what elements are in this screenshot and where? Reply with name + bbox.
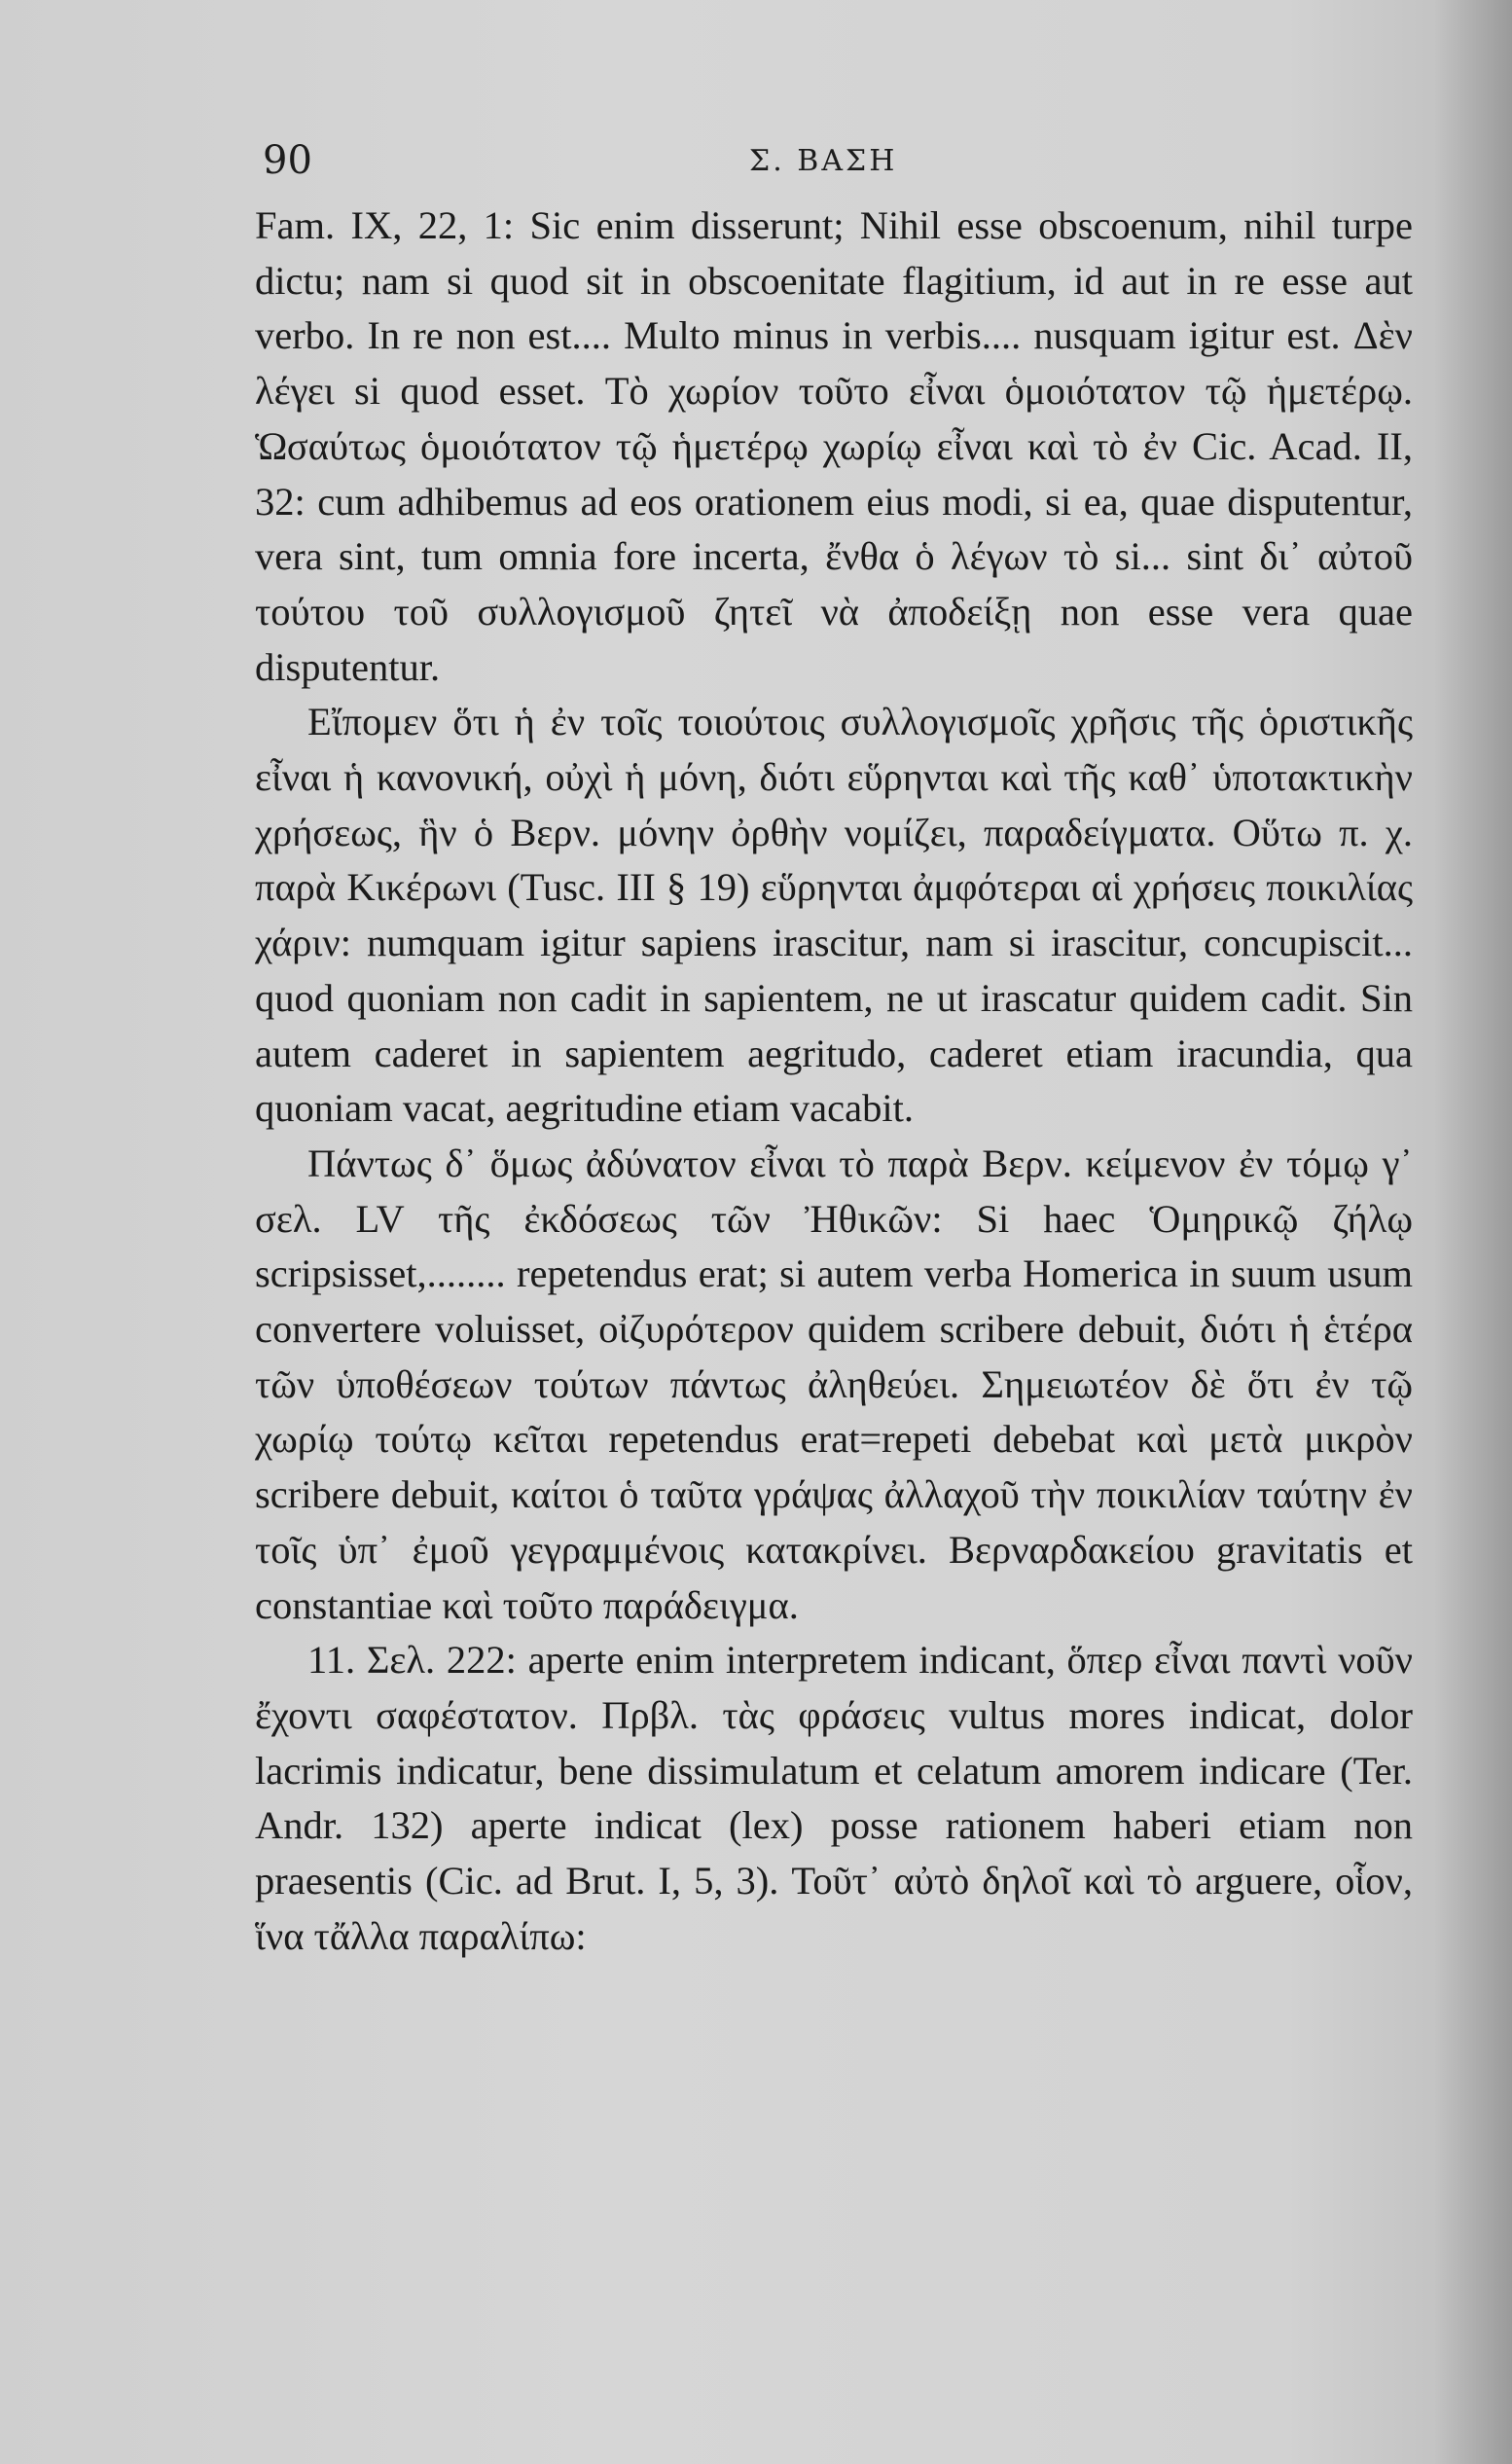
paragraph: Fam. IX, 22, 1: Sic enim disserunt; Nihil esse obscoenum, nihil turpe dictu; nam si quod sit in obscoenitate flagitium, id aut in re esse aut verbo. In re non est.... Multo minus in verbis.... nusquam igitur est. Δὲν λέγει si quod esset. Τὸ χωρίον τοῦτο εἶναι ὁμοιότατον τῷ ἡμετέρῳ. Ὡσαύτως ὁμοιότατον τῷ ἡμετέρῳ χωρίῳ εἶναι καὶ τὸ ἐν Cic. Acad. II, 32: cum adhibemus ad eos orationem eius modi, si ea, quae disputentur, vera sint, tum omnia fore incerta, ἔνθα ὁ λέγων τὸ si... sint δι᾽ αὐτοῦ τούτου τοῦ συλλογισμοῦ ζητεῖ νὰ ἀποδείξῃ non esse vera quae disputentur.: [255, 203, 1413, 689]
paragraph: Πάντως δ᾽ ὅμως ἀδύνατον εἶναι τὸ παρὰ Βερν. κείμενον ἐν τόμῳ γ᾽ σελ. LV τῆς ἐκδόσεως τῶν Ἠθικῶν: Si haec Ὁμηρικῷ ζήλῳ scripsisset,........ repetendus erat; si autem verba Homerica in suum usum convertere voluisset, οἰζυρότερον quidem scribere debuit, διότι ἡ ἑτέρα τῶν ὑποθέσεων τούτων πάντως ἀληθεύει. Σημειωτέον δὲ ὅτι ἐν τῷ χωρίῳ τούτῳ κεῖται repetendus erat=repeti debebat καὶ μετὰ μικρὸν scribere debuit, καίτοι ὁ ταῦτα γράψας ἀλλαχοῦ τὴν ποικιλίαν ταύτην ἐν τοῖς ὑπ᾽ ἐμοῦ γεγραμμένοις κατακρίνει. Βερναρδακείου gravitatis et constantiae καὶ τοῦτο παράδειγμα.: [255, 1141, 1413, 1627]
running-title: Σ. ΒΑΣΗ: [749, 144, 898, 178]
paragraph: 11. Σελ. 222: aperte enim interpretem indicant, ὅπερ εἶναι παντὶ νοῦν ἔχοντι σαφέστατον. Πρβλ. τὰς φράσεις vultus mores indicat, dolor lacrimis indicatur, bene dissimulatum et celatum amorem indicare (Ter. Andr. 132) aperte indicat (lex) posse rationem haberi etiam non praesentis (Cic. ad Brut. I, 5, 3). Τοῦτ᾽ αὐτὸ δηλοῖ καὶ τὸ arguere, οἷον, ἵνα τἄλλα παραλίπω:: [255, 1638, 1413, 1958]
page-number: 90: [263, 138, 312, 183]
body-text: [255, 199, 1413, 1965]
paragraph: Εἴπομεν ὅτι ἡ ἐν τοῖς τοιούτοις συλλογισμοῖς χρῆσις τῆς ὁριστικῆς εἶναι ἡ κανονική, οὐχὶ ἡ μόνη, διότι εὕρηνται καὶ τῆς καθ᾽ ὑποτακτικὴν χρήσεως, ἣν ὁ Βερν. μόνην ὀρθὴν νομίζει, παραδείγματα. Οὕτω π. χ. παρὰ Κικέρωνι (Tusc. III § 19) εὕρηνται ἀμφότεραι αἱ χρήσεις ποικιλίας χάριν: numquam igitur sapiens irascitur, nam si irascitur, concupiscit... quod quoniam non cadit in sapientem, ne ut irascatur quidem cadit. Sin autem caderet in sapientem aegritudo, caderet etiam iracundia, qua quoniam vacat, aegritudine etiam vacabit.: [255, 700, 1413, 1131]
page-header: [263, 138, 1430, 197]
